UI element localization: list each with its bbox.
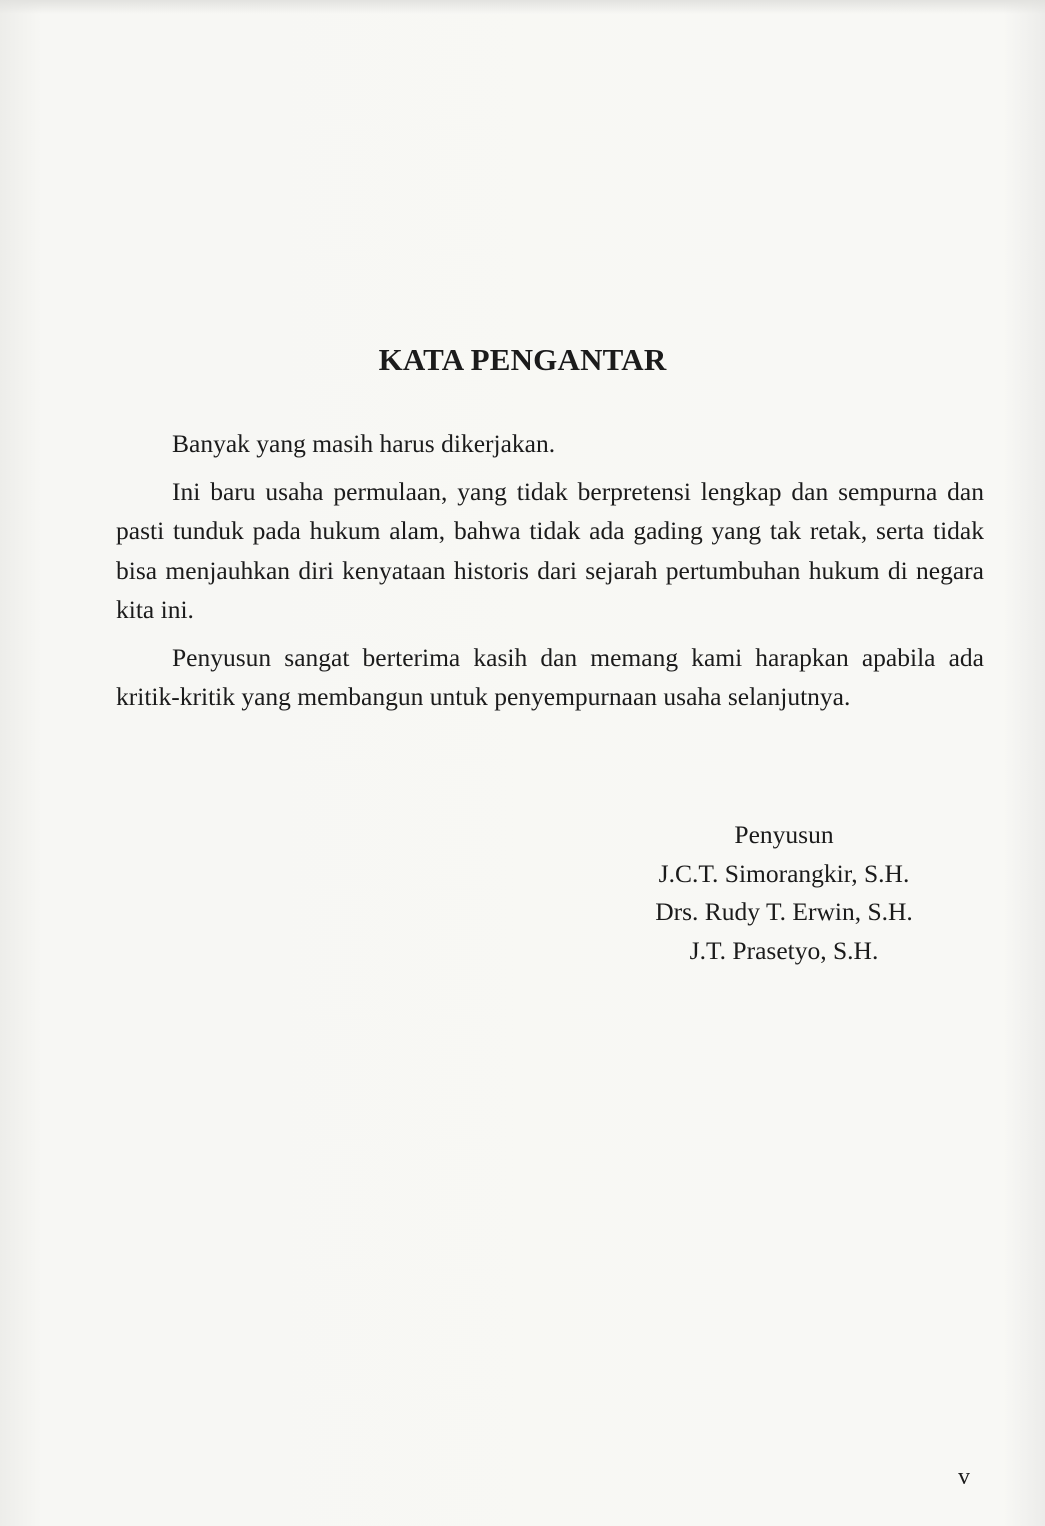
page-number: v [958,1464,970,1490]
paragraph-1: Banyak yang masih harus dikerjakan. [172,429,556,458]
preface-body [116,424,984,717]
signature-block [600,816,968,970]
author-name: J.T. Prasetyo, S.H. [689,935,879,965]
page-title: KATA PENGANTAR [378,342,667,377]
signature-role: Penyusun [734,820,834,849]
author-name: Drs. Rudy T. Erwin, S.H. [655,897,913,926]
paragraph-3: Penyusun sangat berterima kasih dan memang kami harapkan apabila ada kritik-kritik yang membangun untuk penyempurnaan usaha selanjutnya. [116,642,984,711]
page-edge-shadow [0,0,1045,14]
author-name: J.C.T. Simorangkir, S.H. [658,858,910,888]
paragraph-2: Ini baru usaha permulaan, yang tidak berpretensi lengkap dan sempurna dan pasti tunduk pada hukum alam, bahwa tidak ada gading yang tak retak, serta tidak bisa menjauhkan diri kenyataan historis dari sejarah pertumbuhan hukum di negara kita ini. [116,476,984,624]
